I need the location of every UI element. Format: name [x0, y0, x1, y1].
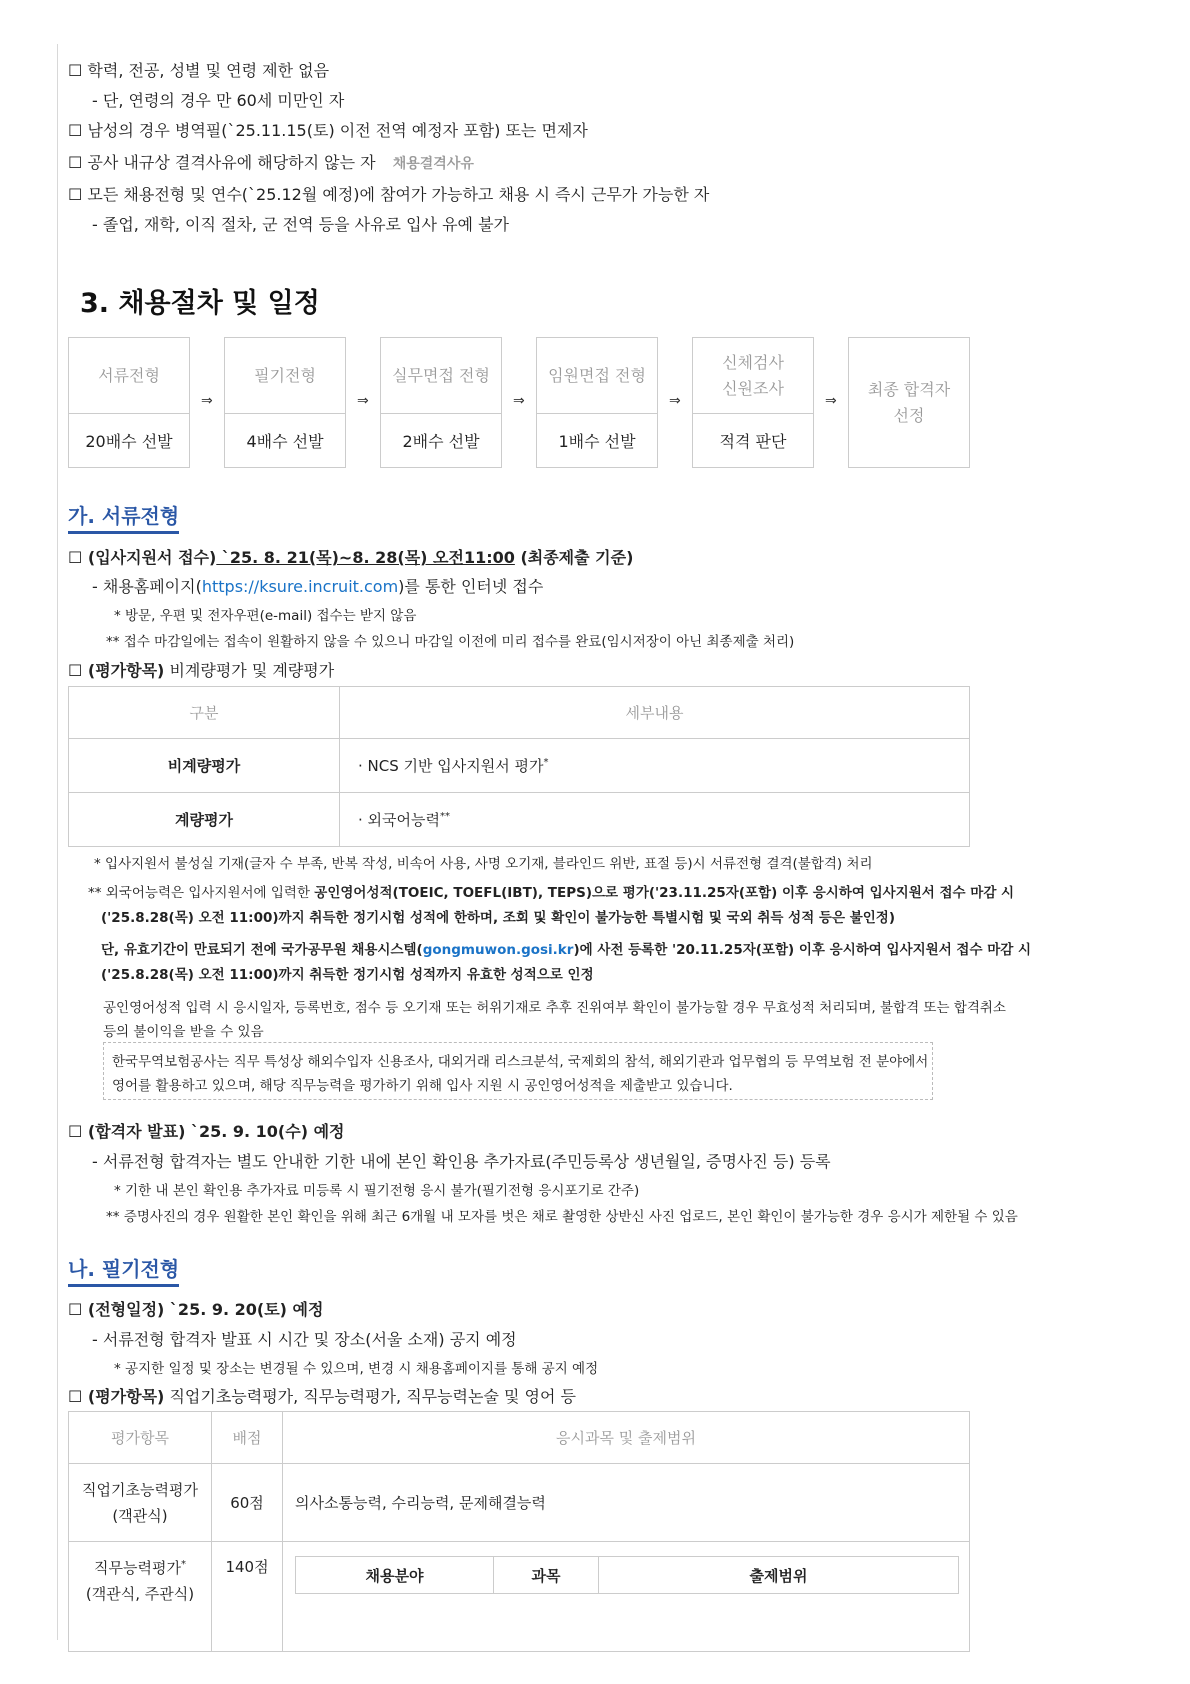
table-cell — [283, 1542, 970, 1652]
left-margin-rule — [57, 44, 58, 1640]
step-result: 적격 판단 — [719, 431, 787, 451]
eligibility-line-3: ☐ 남성의 경우 병역필(`25.11.15(토) 이전 전역 예정자 포함) 또는 면제자 — [68, 121, 588, 140]
subject-range-table — [295, 1556, 959, 1594]
disqualification-link[interactable]: 채용결격사유 — [392, 156, 474, 172]
table-header: 배점 — [212, 1412, 283, 1464]
cell-line: 직업기초능력평가 — [82, 1480, 198, 1499]
step-name: 서류전형 — [69, 338, 189, 414]
docs-eval-items — [68, 658, 334, 681]
cell-text: · 외국어능력 — [358, 811, 440, 829]
table-cell — [340, 739, 970, 793]
apply-date: `25. 8. 21(목)~8. 28(목) 오전11:00 — [216, 548, 515, 567]
table-header: 세부내용 — [340, 687, 970, 739]
arrow-icon: ⇒ — [513, 393, 525, 409]
table-cell — [340, 793, 970, 847]
gosi-link[interactable]: gongmuwon.gosi.kr — [422, 942, 574, 958]
eligibility-line-4 — [68, 150, 474, 173]
cell-line — [70, 1552, 210, 1581]
pass-note-2: ** 증명사진의 경우 원활한 본인 확인을 위해 최근 6개월 내 모자를 벗은 채로 촬영한 상반신 사진 업로드, 본인 확인이 불가능한 경우 응시가 제한될 수 있음 — [106, 1209, 1018, 1225]
subsection-title-documents: 가. 서류전형 — [68, 500, 179, 534]
written-eval-label: ☐ (평가항목) — [68, 1387, 165, 1406]
table-header: 채용분야 — [296, 1557, 494, 1594]
cell-text: · NCS 기반 입사지원서 평가 — [358, 757, 544, 775]
written-eval-items — [68, 1384, 576, 1407]
step-name-line-2: 신원조사 — [722, 378, 784, 398]
apply-note-2: ** 접수 마감일에는 접속이 원활하지 않을 수 있으니 마감일 이전에 미리 접수를 완료(임시저장이 아닌 최종제출 처리) — [106, 634, 795, 650]
table-cell — [69, 1542, 212, 1652]
notice-line-2: 영어를 활용하고 있으며, 해당 직무능력을 평가하기 위해 입사 지원 시 공인영어성적을 제출받고 있습니다. — [112, 1078, 733, 1094]
step-name: 임원면접 전형 — [537, 338, 657, 414]
step-name-line-2: 선정 — [893, 405, 925, 425]
recruit-site-link[interactable]: https://ksure.incruit.com — [201, 577, 399, 596]
footnote-mark: ** — [440, 811, 450, 822]
subsection-title-written: 나. 필기전형 — [68, 1253, 179, 1287]
written-eval-table — [68, 1411, 970, 1652]
eligibility-line-6: - 졸업, 재학, 이직 절차, 군 전역 등을 사유로 입사 유예 불가 — [92, 215, 510, 234]
table-cell: 의사소통능력, 수리능력, 문제해결능력 — [283, 1464, 970, 1542]
table-header: 과목 — [494, 1557, 599, 1594]
step-name: 실무면접 전형 — [381, 338, 501, 414]
english-notice-box — [103, 1042, 933, 1100]
apply-period — [68, 545, 633, 568]
arrow-icon: ⇒ — [825, 393, 837, 409]
footnote-mark: * — [543, 757, 549, 768]
footnote-mark: * — [180, 1559, 186, 1570]
table-header: 구분 — [69, 687, 340, 739]
table-header: 평가항목 — [69, 1412, 212, 1464]
table-cell — [69, 1464, 212, 1542]
footnote-1: * 입사지원서 불성실 기재(글자 수 부족, 반복 작성, 비속어 사용, 사명 오기재, 블라인드 위반, 표절 등)시 서류전형 결격(불합격) 처리 — [94, 856, 873, 872]
arrow-icon: ⇒ — [669, 393, 681, 409]
eligibility-line-4-text: ☐ 공사 내규상 결격사유에 해당하지 않는 자 — [68, 153, 376, 172]
step-medical-check — [692, 337, 814, 468]
footnote-2 — [88, 881, 1014, 901]
step-name-line-1: 신체검사 — [722, 352, 784, 372]
footnote-2-text: ** 외국어능력은 입사지원서에 입력한 — [88, 885, 315, 901]
eligibility-line-5: ☐ 모든 채용전형 및 연수(`25.12월 예정)에 참여가 가능하고 채용 시 즉시 근무가 가능한 자 — [68, 185, 710, 204]
step-name — [693, 338, 813, 414]
cell-text: 직무능력평가 — [94, 1559, 181, 1577]
step-name: 필기전형 — [225, 338, 345, 414]
docs-eval-label: ☐ (평가항목) — [68, 661, 165, 680]
apply-online-text: - 채용홈페이지( — [92, 577, 202, 596]
table-cell: 60점 — [212, 1464, 283, 1542]
arrow-icon: ⇒ — [357, 393, 369, 409]
arrow-icon: ⇒ — [201, 393, 213, 409]
table-header: 출제범위 — [599, 1557, 959, 1594]
pass-announcement: ☐ (합격자 발표) `25. 9. 10(수) 예정 — [68, 1122, 345, 1141]
step-practical-interview — [380, 337, 502, 468]
step-result: 1배수 선발 — [558, 431, 636, 451]
apply-online — [92, 574, 543, 597]
footnote-2-cont: ('25.8.28(목) 오전 11:00)까지 취득한 정기시험 성적에 한하며, 조회 및 확인이 불가능한 특별시험 및 국외 취득 성적 등은 불인정) — [101, 910, 896, 926]
table-cell: 비계량평가 — [69, 739, 340, 793]
notice-line-1: 한국무역보험공사는 직무 특성상 해외수입자 신용조사, 대외거래 리스크분석, 국제회의 참석, 해외기관과 업무협의 등 무역보험 전 분야에서 — [112, 1054, 929, 1070]
apply-online-text-end: )를 통한 인터넷 접수 — [398, 577, 544, 596]
step-name-line-1: 최종 합격자 — [867, 379, 951, 399]
pass-line-1: - 서류전형 합격자는 별도 안내한 기한 내에 본인 확인용 추가자료(주민등록상 생년월일, 증명사진 등) 등록 — [92, 1152, 831, 1171]
pass-note-1: * 기한 내 본인 확인용 추가자료 미등록 시 필기전형 응시 불가(필기전형 응시포기로 간주) — [114, 1183, 640, 1199]
cell-line: (객관식) — [112, 1506, 168, 1525]
docs-eval-table — [68, 686, 970, 847]
step-result: 4배수 선발 — [246, 431, 324, 451]
table-header: 응시과목 및 출제범위 — [283, 1412, 970, 1464]
apply-label: ☐ (입사지원서 접수) — [68, 548, 217, 567]
step-final-selection — [848, 337, 970, 468]
table-cell: 계량평가 — [69, 793, 340, 847]
cell-line: (객관식, 주관식) — [85, 1585, 195, 1603]
written-schedule-line: - 서류전형 합격자 발표 시 시간 및 장소(서울 소재) 공지 예정 — [92, 1330, 517, 1349]
step-document — [68, 337, 190, 468]
table-cell: 140점 — [212, 1542, 283, 1652]
footnote-4: 공인영어성적 입력 시 응시일자, 등록번호, 점수 등 오기재 또는 허위기재로 추후 진위여부 확인이 불가능할 경우 무효성적 처리되며, 불합격 또는 합격취소 — [103, 1000, 1006, 1016]
footnote-3-text-end: )에 사전 등록한 '20.11.25자(포함) 이후 응시하여 입사지원서 접수 마감 시 — [573, 942, 1032, 958]
step-result: 2배수 선발 — [402, 431, 480, 451]
section-title: 3. 채용절차 및 일정 — [80, 288, 320, 319]
step-result: 20배수 선발 — [85, 431, 173, 451]
apply-note-1: * 방문, 우편 및 전자우편(e-mail) 접수는 받지 않음 — [114, 608, 417, 624]
step-executive-interview — [536, 337, 658, 468]
eligibility-line-1: ☐ 학력, 전공, 성별 및 연령 제한 없음 — [68, 61, 330, 80]
eligibility-line-2: - 단, 연령의 경우 만 60세 미만인 자 — [92, 91, 345, 110]
footnote-3-text: 단, 유효기간이 만료되기 전에 국가공무원 채용시스템( — [101, 942, 423, 958]
docs-eval-text: 비계량평가 및 계량평가 — [164, 661, 335, 680]
written-schedule-note: * 공지한 일정 및 장소는 변경될 수 있으며, 변경 시 채용홈페이지를 통해 공지 예정 — [114, 1361, 599, 1377]
step-written — [224, 337, 346, 468]
footnote-3-cont: ('25.8.28(목) 오전 11:00)까지 취득한 정기시험 성적까지 유효한 성적으로 인정 — [101, 967, 594, 983]
footnote-4-cont: 등의 불이익을 받을 수 있음 — [103, 1024, 264, 1040]
apply-basis: (최종제출 기준) — [514, 548, 634, 567]
footnote-3 — [101, 938, 1031, 958]
footnote-2-bold: 공인영어성적(TOEIC, TOEFL(IBT), TEPS)으로 평가('23.11.25자(포함) 이후 응시하여 입사지원서 접수 마감 시 — [314, 885, 1015, 901]
written-schedule: ☐ (전형일정) `25. 9. 20(토) 예정 — [68, 1300, 324, 1319]
written-eval-text: 직업기초능력평가, 직무능력평가, 직무능력논술 및 영어 등 — [164, 1387, 577, 1406]
